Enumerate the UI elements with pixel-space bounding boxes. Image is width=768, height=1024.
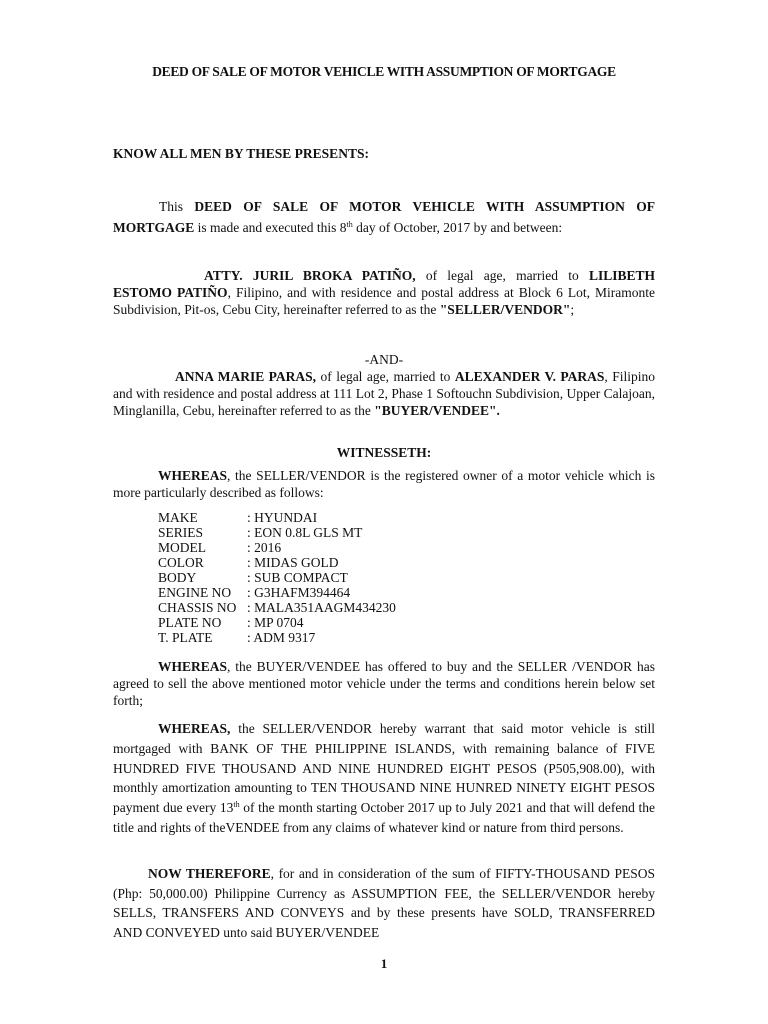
seller-name: ATTY. JURIL BROKA PATIÑO, — [204, 268, 416, 283]
page-number: 1 — [380, 956, 388, 971]
seller-spouse: LILIBETH ESTOMO PATIÑO — [113, 268, 655, 300]
witnesseth-heading: WITNESSETH: — [336, 445, 432, 460]
intro-pre: This — [159, 199, 195, 214]
buyer-rest: , Filipino and with residence and postal address at 111 Lot 2, Phase 1 Softouchn Subdivision, Upper Calajoan, Minglanilla, Cebu, hereinafter referred to as the — [113, 369, 655, 418]
know-all-heading: KNOW ALL MEN BY THESE PRESENTS: — [113, 146, 369, 161]
buyer-spouse: ALEXANDER V. PARAS — [454, 369, 605, 384]
vehicle-row-plate-no: PLATE NO : MP 0704 — [158, 615, 304, 630]
vehicle-row-make: MAKE : HYUNDAI — [158, 510, 318, 525]
whereas-1-lead: WHEREAS — [158, 468, 228, 483]
now-therefore-paragraph — [113, 864, 655, 942]
vehicle-row-model: MODEL : 2016 — [158, 540, 282, 555]
intro-ordinal: th — [346, 220, 353, 229]
document-title: DEED OF SALE OF MOTOR VEHICLE WITH ASSUMPTION OF MORTGAGE — [152, 64, 616, 79]
buyer-name: ANNA MARIE PARAS, — [175, 369, 317, 384]
and-separator: -AND- — [364, 352, 404, 367]
now-therefore-lead: NOW THEREFORE — [148, 866, 271, 881]
vehicle-row-chassis-no: CHASSIS NO : MALA351AAGM434230 — [158, 600, 396, 615]
seller-end: ; — [570, 302, 575, 317]
whereas-paragraph-2 — [113, 658, 655, 709]
vehicle-row-body: BODY : SUB COMPACT — [158, 570, 348, 585]
whereas-1-text: , the SELLER/VENDOR is the registered owner of a motor vehicle which is more particularly described as follows: — [113, 468, 655, 500]
intro-deed-title: DEED OF SALE OF MOTOR VEHICLE WITH ASSUMPTION OF MORTGAGE — [113, 199, 655, 235]
intro-mid: is made and executed this 8 — [194, 220, 347, 235]
whereas-3-text-2: of the month starting October 2017 up to July 2021 and that will defend the title and rights of theVENDEE from any claims of whatever kind or nature from third persons. — [113, 800, 655, 835]
vehicle-row-engine-no: ENGINE NO : G3HAFM394464 — [158, 585, 351, 600]
buyer-mid: of legal age, married to — [316, 369, 455, 384]
whereas-3-ordinal: th — [233, 800, 240, 810]
intro-paragraph — [113, 196, 655, 238]
vehicle-row-t-plate: T. PLATE : ADM 9317 — [158, 630, 316, 645]
whereas-paragraph-1 — [113, 467, 655, 501]
intro-post: day of October, 2017 by and between: — [352, 220, 563, 235]
whereas-3-text-1: the SELLER/VENDOR hereby warrant that said motor vehicle is still mortgaged with BANK OF THE PHILIPPINE ISLANDS, with remaining balance of FIVE HUNDRED FIVE THOUSAND AND NINE HUNDRED EIGHT PESOS (P505,908.00), with monthly amortization amounting to TEN THOUSAND NINE HUNRED NINETY EIGHT PESOS payment due every 13 — [113, 721, 655, 816]
seller-rest: , Filipino, and with residence and postal address at Block 6 Lot, Miramonte Subdivision, Pit-os, Cebu City, hereinafter referred to as the — [113, 285, 655, 317]
whereas-2-text: , the BUYER/VENDEE has offered to buy and the SELLER /VENDOR has agreed to sell the above mentioned motor vehicle under the terms and conditions herein below set forth; — [113, 659, 655, 708]
seller-role: "SELLER/VENDOR" — [439, 302, 571, 317]
buyer-paragraph — [113, 368, 655, 419]
seller-paragraph — [113, 267, 655, 318]
seller-mid: of legal age, married to — [415, 268, 589, 283]
buyer-role: "BUYER/VENDEE". — [374, 403, 500, 418]
whereas-3-lead: WHEREAS, — [158, 721, 231, 736]
vehicle-row-color: COLOR : MIDAS GOLD — [158, 555, 339, 570]
vehicle-details-list — [158, 510, 396, 645]
whereas-paragraph-3 — [113, 719, 655, 838]
vehicle-row-series: SERIES : EON 0.8L GLS MT — [158, 525, 363, 540]
now-therefore-text: , for and in consideration of the sum of FIFTY-THOUSAND PESOS (Php: 50,000.00) Philippine Currency as ASSUMPTION FEE, the SELLER/VENDOR hereby SELLS, TRANSFERS AND CONVEYS and by these presents have SOLD, TRANSFERRED AND CONVEYED unto said BUYER/VENDEE — [113, 866, 655, 940]
whereas-2-lead: WHEREAS — [158, 659, 228, 674]
